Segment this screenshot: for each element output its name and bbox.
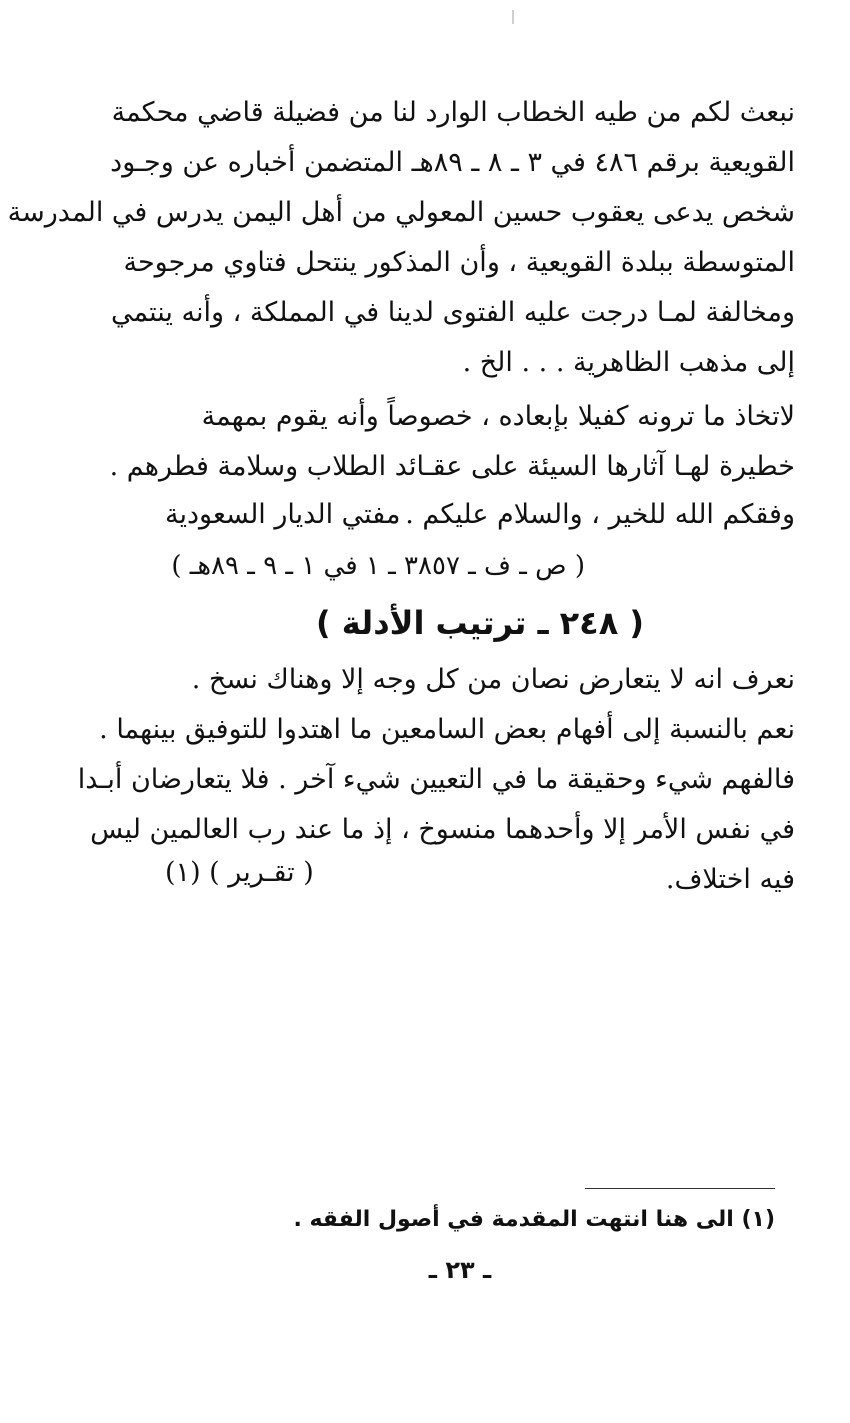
paragraph-line: فيه اختلاف. bbox=[665, 864, 795, 895]
section-heading: ( ٢٤٨ ـ ترتيب الأدلة ) bbox=[316, 604, 644, 642]
footnote-text: (١) الى هنا انتهت المقدمة في أصول الفقه . bbox=[293, 1207, 775, 1232]
paragraph-line: فالفهم شيء وحقيقة ما في التعيين شيء آخر . فلا يتعارضان أبـدا bbox=[77, 764, 795, 795]
paragraph-line: لاتخاذ ما ترونه كفيلا بإبعاده ، خصوصاً وأنه يقوم بمهمة bbox=[201, 401, 795, 432]
paragraph-letter-body bbox=[7, 88, 795, 388]
footnote-divider bbox=[585, 1188, 775, 1189]
paragraph-line: إلى مذهب الظاهرية . . . الخ . bbox=[462, 347, 795, 378]
scan-speck bbox=[512, 10, 514, 24]
paragraph-line: نعرف انه لا يتعارض نصان من كل وجه إلا وهناك نسخ . bbox=[191, 664, 795, 695]
paragraph-line: نبعث لكم من طيه الخطاب الوارد لنا من فضيلة قاضي محكمة bbox=[111, 97, 795, 128]
taqrir-note: ( تقـرير ) (١) bbox=[165, 857, 314, 888]
paragraph-line: ومخالفة لمـا درجت عليه الفتوى لدينا في المملكة ، وأنه ينتمي bbox=[110, 297, 795, 328]
paragraph-line: في نفس الأمر إلا وأحدهما منسوخ ، إذ ما عند رب العالمين ليس bbox=[90, 814, 795, 845]
paragraph-line: نعم بالنسبة إلى أفهام بعض السامعين ما اهتدوا للتوفيق بينهما . bbox=[99, 714, 795, 745]
signer-title: مفتي الديار السعودية bbox=[165, 499, 401, 530]
page-number: ـ ٢٣ ـ bbox=[428, 1256, 492, 1284]
paragraph-request bbox=[109, 392, 795, 492]
paragraph-line: المتوسطة ببلدة القويعية ، وأن المذكور ينتحل فتاوي مرجوحة bbox=[123, 247, 795, 278]
closing-text: وفقكم الله للخير ، والسلام عليكم . bbox=[405, 499, 795, 530]
closing-signature-row bbox=[165, 490, 795, 540]
paragraph-line: شخص يدعى يعقوب حسين المعولي من أهل اليمن يدرس في المدرسة bbox=[7, 197, 795, 228]
reference-number: ( ص ـ ف ـ ٣٨٥٧ ـ ١ في ١ ـ ٩ ـ ٨٩هـ ) bbox=[171, 551, 585, 581]
paragraph-line: القويعية برقم ٤٨٦ في ٣ ـ ٨ ـ ٨٩هـ المتضمن أخباره عن وجـود bbox=[110, 147, 795, 178]
paragraph-line: خطيرة لهـا آثارها السيئة على عقـائد الطلاب وسلامة فطرهم . bbox=[109, 451, 795, 482]
